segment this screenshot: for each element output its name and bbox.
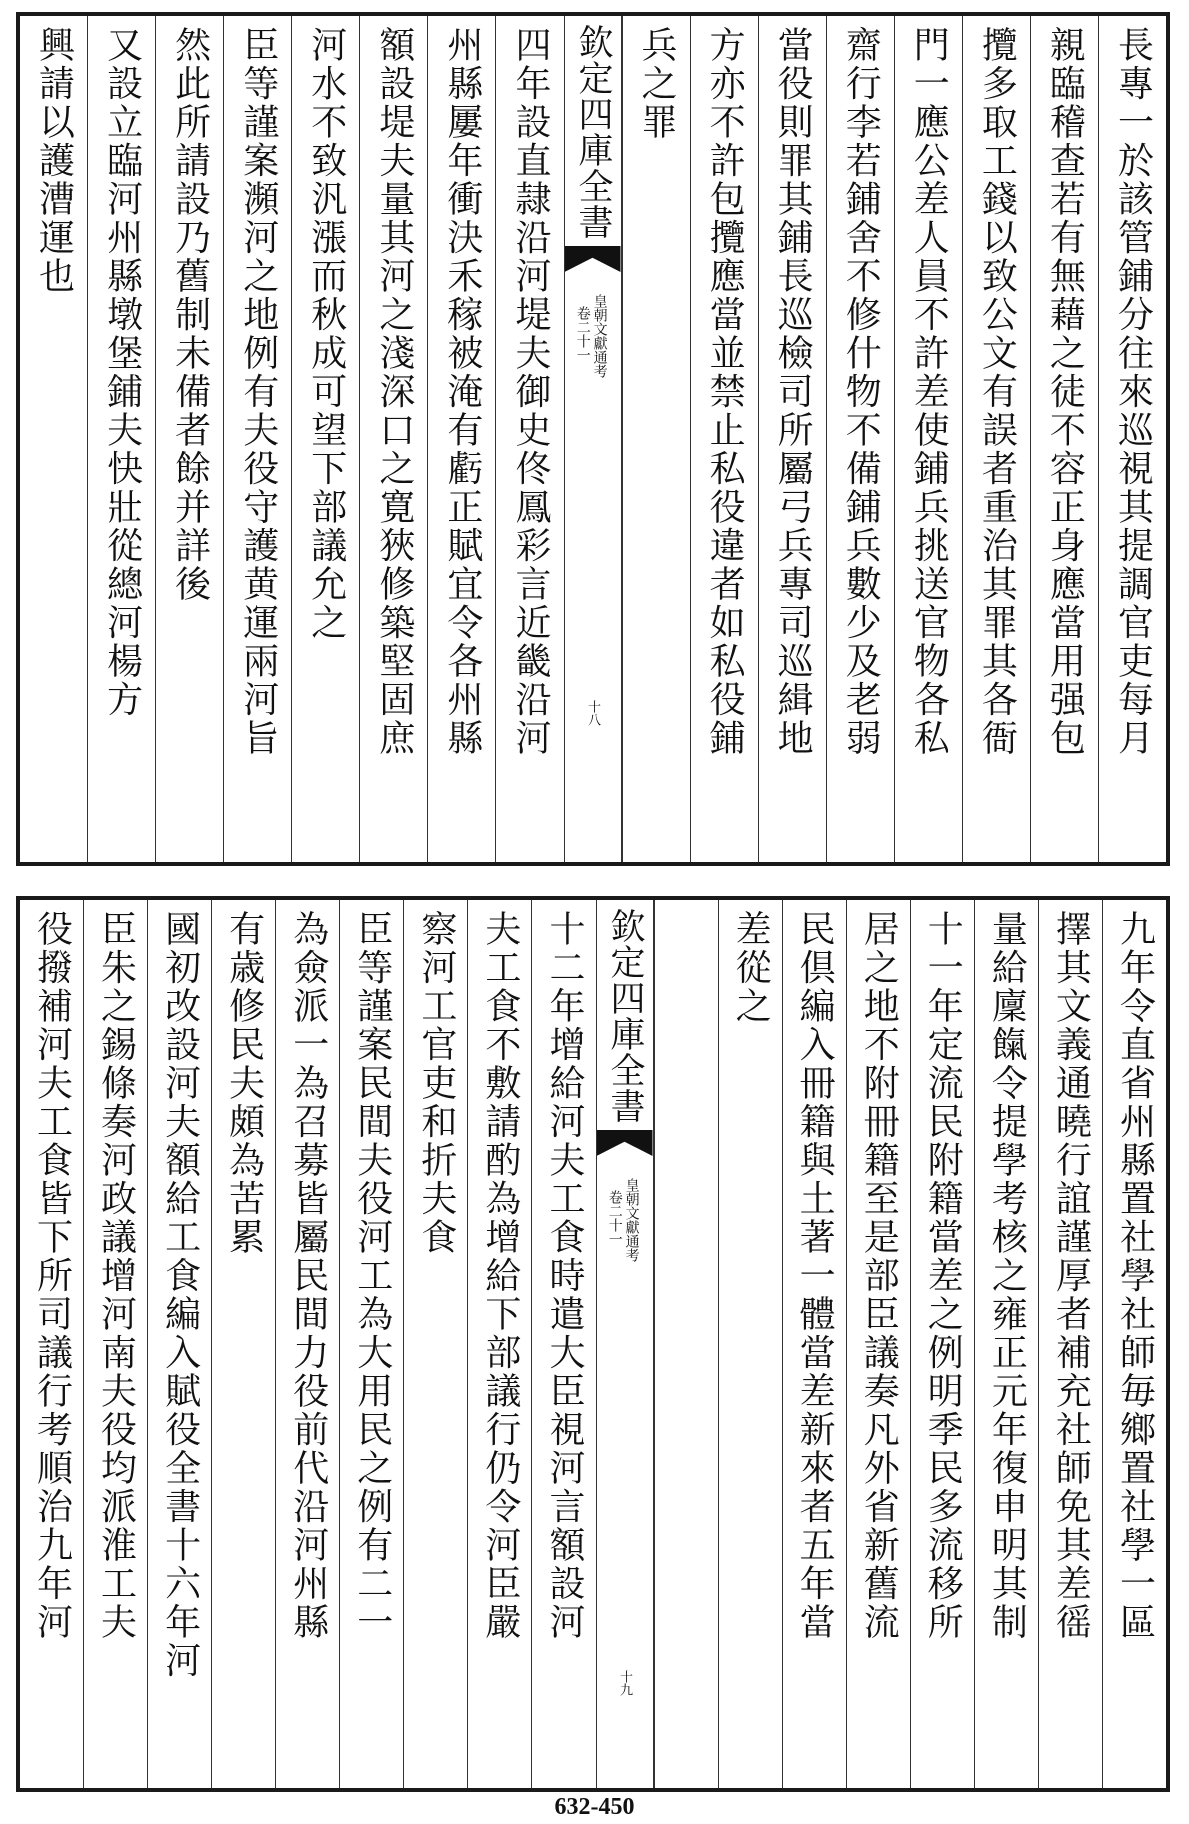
center-margin bbox=[596, 900, 654, 1788]
text-column: 然此所請設乃舊制未備者餘并詳後 bbox=[155, 16, 223, 862]
book-title: 欽定四庫全書 bbox=[605, 908, 645, 1124]
text-column: 為僉派一為召募皆屬民間力役前代沿河州縣 bbox=[275, 900, 339, 1788]
text-column: 州縣屢年衝決禾稼被淹有虧正賦宜令各州縣 bbox=[427, 16, 495, 862]
text-column: 九年令直省州縣置社學社師毎鄉置社學一區 bbox=[1102, 900, 1166, 1788]
text-column bbox=[654, 900, 718, 1788]
fish-tail-mark bbox=[565, 246, 621, 272]
text-column: 長專一於該管鋪分往來巡視其提調官吏每月 bbox=[1098, 16, 1166, 862]
text-column: 齋行李若鋪舍不修什物不備鋪兵數少及老弱 bbox=[826, 16, 894, 862]
top-page-panel bbox=[16, 12, 1170, 866]
text-column: 河水不致汎漲而秋成可望下部議允之 bbox=[291, 16, 359, 862]
text-column: 國初改設河夫額給工食編入賦役全書十六年河 bbox=[147, 900, 211, 1788]
text-column: 役撥補河夫工食皆下所司議行考順治九年河 bbox=[31, 910, 73, 1642]
text-column: 量給廩餼令提學考核之雍正元年復申明其制 bbox=[974, 900, 1038, 1788]
text-column: 臣等謹案瀕河之地例有夫役守護黄運兩河旨 bbox=[223, 16, 291, 862]
volume-label: 卷二十一 bbox=[606, 1190, 623, 1246]
text-column: 當役則罪其鋪長巡檢司所屬弓兵專司巡緝地 bbox=[758, 16, 826, 862]
center-margin bbox=[564, 16, 622, 862]
text-column: 門一應公差人員不許差使鋪兵挑送官物各私 bbox=[894, 16, 962, 862]
text-column: 居之地不附冊籍至是部臣議奏凡外省新舊流 bbox=[846, 900, 910, 1788]
text-column: 額設堤夫量其河之淺深口之寛狹修築堅固庶 bbox=[359, 16, 427, 862]
text-column: 又設立臨河州縣墩堡鋪夫快壯從總河楊方 bbox=[87, 16, 155, 862]
text-column: 四年設直隷沿河堤夫御史佟鳳彩言近畿沿河 bbox=[495, 16, 563, 862]
text-column: 擇其文義通曉行誼謹厚者補充社師免其差徭 bbox=[1038, 900, 1102, 1788]
text-column: 攬多取工錢以致公文有誤者重治其罪其各衙 bbox=[962, 16, 1030, 862]
text-column: 臣等謹案民間夫役河工為大用民之例有二一 bbox=[339, 900, 403, 1788]
text-column: 興請以護漕運也 bbox=[33, 26, 75, 296]
text-column: 察河工官吏和折夫食 bbox=[403, 900, 467, 1788]
text-column: 兵之罪 bbox=[622, 16, 690, 862]
volume-label: 卷二十一 bbox=[574, 306, 591, 362]
text-column: 方亦不許包攬應當並禁止私役違者如私役鋪 bbox=[690, 16, 758, 862]
page-number: 十九 bbox=[617, 1670, 632, 1696]
text-column: 十二年增給河夫工食時遣大臣視河言額設河 bbox=[531, 900, 595, 1788]
bottom-page-panel bbox=[16, 896, 1170, 1792]
text-column: 十一年定流民附籍當差之例明季民多流移所 bbox=[910, 900, 974, 1788]
book-subtitle: 皇朝文獻通考 bbox=[623, 1178, 640, 1262]
text-column: 有歳修民夫頗為苦累 bbox=[211, 900, 275, 1788]
text-column: 親臨稽查若有無藉之徒不容正身應當用强包 bbox=[1030, 16, 1098, 862]
text-column: 民倶編入冊籍與土著一體當差新來者五年當 bbox=[782, 900, 846, 1788]
page-footer-number: 632-450 bbox=[554, 1794, 635, 1820]
fish-tail-mark bbox=[597, 1130, 653, 1156]
text-column: 臣朱之錫條奏河政議增河南夫役均派淮工夫 bbox=[83, 900, 147, 1788]
text-column: 夫工食不敷請酌為增給下部議行仍令河臣嚴 bbox=[467, 900, 531, 1788]
page-number: 十八 bbox=[585, 700, 600, 726]
text-column: 差從之 bbox=[718, 900, 782, 1788]
book-subtitle: 皇朝文獻通考 bbox=[591, 294, 608, 378]
book-title: 欽定四庫全書 bbox=[573, 24, 613, 240]
